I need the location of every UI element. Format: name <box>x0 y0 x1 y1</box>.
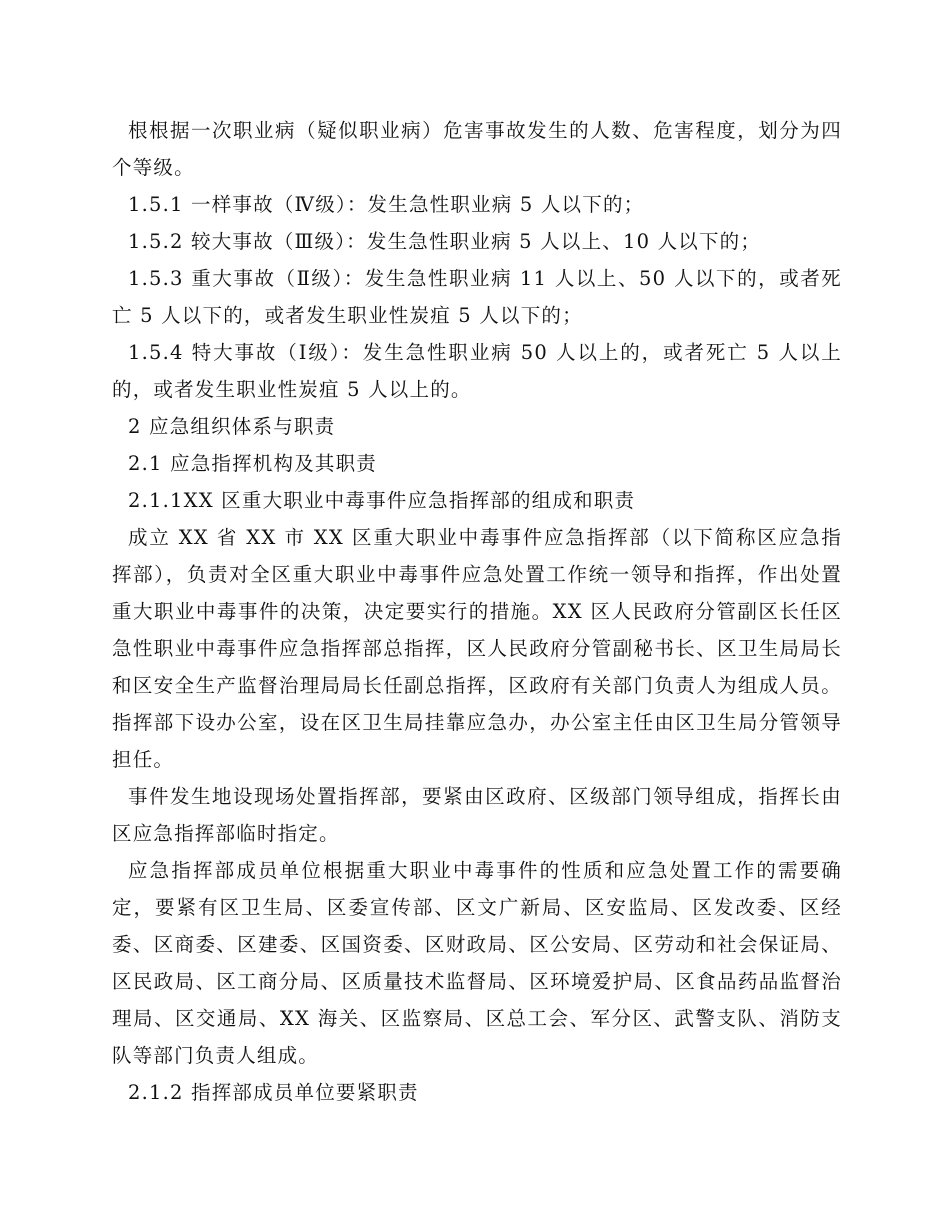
onsite-command-paragraph: 事件发生地设现场处置指挥部，要紧由区政府、区级部门领导组成，指挥长由区应急指挥部临时指定。 <box>112 785 842 845</box>
document-page <box>112 112 842 1111</box>
level-ii-item: 1.5.3 重大事故（Ⅱ级）：发生急性职业病 11 人以上、50 人以下的，或者死亡 5 人以下的，或者发生职业性炭疽 5 人以下的； <box>112 267 842 327</box>
level-iv-item: 1.5.1 一样事故（Ⅳ级）：发生急性职业病 5 人以下的； <box>128 193 645 216</box>
level-iii-item: 1.5.2 较大事故（Ⅲ级）：发生急性职业病 5 人以上、10 人以下的； <box>128 230 762 253</box>
member-units-paragraph: 应急指挥部成员单位根据重大职业中毒事件的性质和应急处置工作的需要确定，要紧有区卫生局、区委宣传部、区文广新局、区安监局、区发改委、区经委、区商委、区建委、区国资委、区财政局、区公安局、区劳动和社会保证局、区民政局、区工商分局、区质量技术监督局、区环境爱护局、区食品药品监督治理局、区交通局、XX 海关、区监察局、区总工会、军分区、武警支队、消防支队等部门负责人组成。 <box>112 859 842 1067</box>
section-heading-2-1-2: 2.1.2 指挥部成员单位要紧职责 <box>128 1081 419 1104</box>
section-heading-2: 2 应急组织体系与职责 <box>128 415 336 438</box>
section-heading-2-1-1: 2.1.1XX 区重大职业中毒事件应急指挥部的组成和职责 <box>128 489 636 512</box>
level-i-item: 1.5.4 特大事故（Ⅰ级）：发生急性职业病 50 人以上的，或者死亡 5 人以上的，或者发生职业性炭疽 5 人以上的。 <box>112 341 842 401</box>
section-heading-2-1: 2.1 应急指挥机构及其职责 <box>128 452 378 475</box>
command-structure-paragraph: 成立 XX 省 XX 市 XX 区重大职业中毒事件应急指挥部（以下简称区应急指挥部），负责对全区重大职业中毒事件应急处置工作统一领导和指挥，作出处置重大职业中毒事件的决策，决定要实行的措施。XX 区人民政府分管副区长任区急性职业中毒事件应急指挥部总指挥，区人民政府分管副秘书长、区卫生局局长和区安全生产监督治理局局长任副总指挥，区政府有关部门负责人为组成人员。指挥部下设办公室，设在区卫生局挂靠应急办，办公室主任由区卫生局分管领导担任。 <box>112 526 842 771</box>
intro-paragraph: 根根据一次职业病（疑似职业病）危害事故发生的人数、危害程度，划分为四个等级。 <box>112 119 842 179</box>
